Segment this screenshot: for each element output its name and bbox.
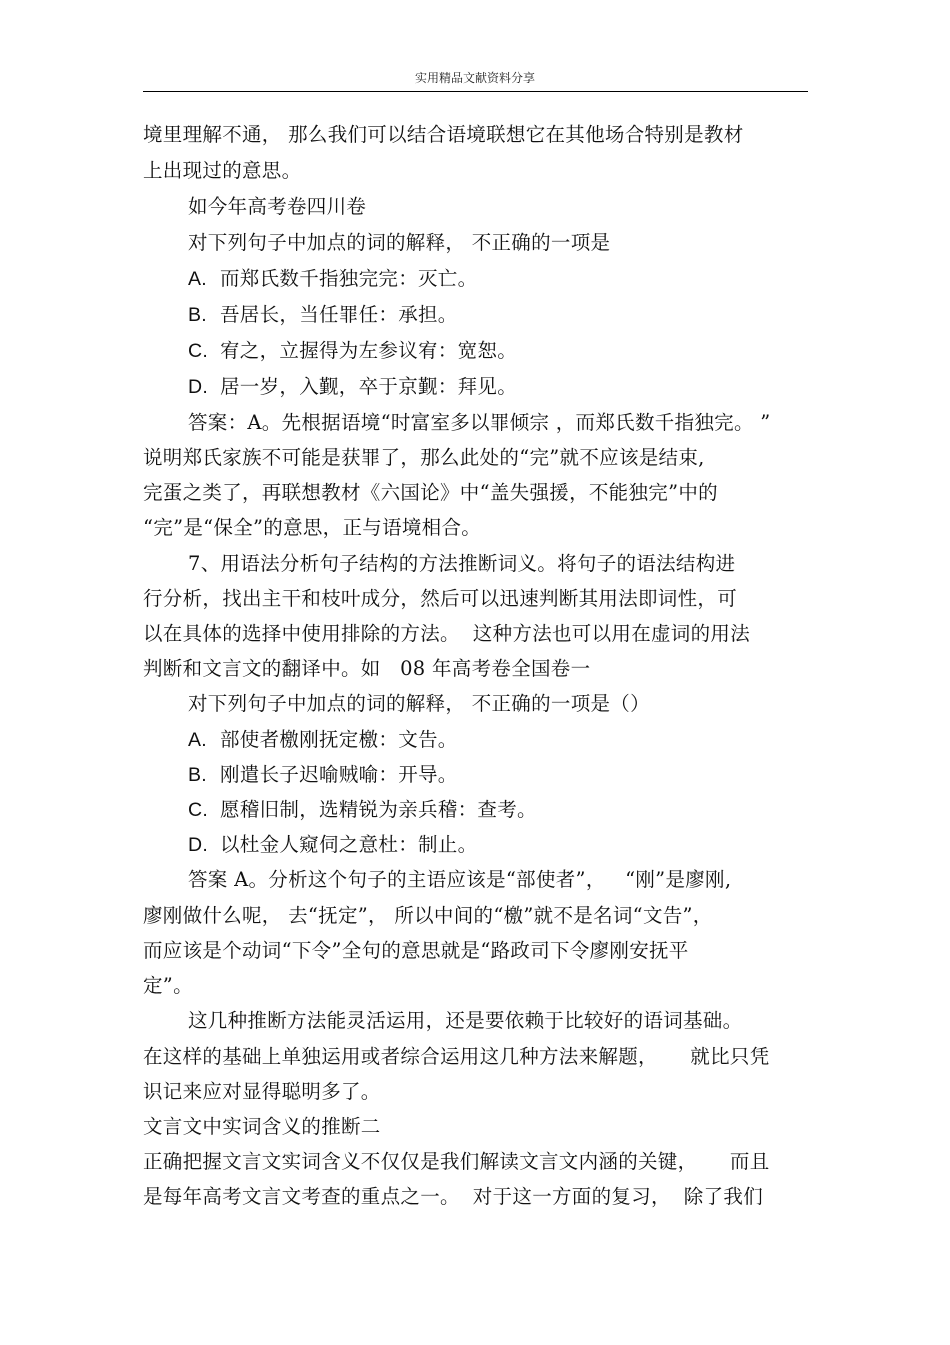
text-line: 境里理解不通， 那么我们可以结合语境联想它在其他场合特别是教材: [143, 123, 744, 146]
text-line: 如今年高考卷四川卷: [188, 195, 367, 218]
text-line: 而应该是个动词“下令”全句的意思就是“路政司下令廖刚安抚平: [143, 939, 689, 962]
text-line: 答案：A。先根据语境“时富室多以罪倾宗 ，而郑氏数千指独完。 ”: [188, 411, 771, 434]
option-letter: C.: [188, 799, 209, 821]
text-line: 7、用语法分析句子结构的方法推断词义。将句子的语法结构进: [188, 552, 736, 575]
text-line: 以在具体的选择中使用排除的方法。 这种方法也可以用在虚词的用法: [143, 622, 750, 645]
text-line: 正确把握文言文实词含义不仅仅是我们解读文言文内涵的关键， 而且: [143, 1150, 770, 1173]
option-line: [188, 338, 517, 364]
text-line: 行分析，找出主干和枝叶成分，然后可以迅速判断其用法即词性，可: [143, 587, 738, 610]
option-text: 刚遣长子迟喻贼喻：开导。: [220, 763, 458, 786]
text-line: 答案 A。分析这个句子的主语应该是“部使者”， “刚”是廖刚,: [188, 868, 732, 891]
text-line: “完”是“保全”的意思，正与语境相合。: [143, 516, 482, 539]
option-line: [188, 797, 537, 823]
option-text: 而郑氏数千指独完完：灭亡。: [220, 267, 478, 290]
option-letter: A.: [188, 268, 208, 290]
option-text: 吾居长，当任罪任：承担。: [220, 303, 458, 326]
option-text: 宥之，立握得为左参议宥：宽恕。: [220, 339, 518, 362]
text-line: 是每年高考文言文考查的重点之一。 对于这一方面的复习， 除了我们: [143, 1185, 763, 1208]
text-line: 对下列句子中加点的词的解释， 不正确的一项是: [188, 231, 611, 254]
option-text: 以杜金人窥伺之意杜：制止。: [220, 833, 478, 856]
text-line: 完蛋之类了，再联想教材《六国论》中“盖失强援，不能独完”中的: [143, 481, 718, 504]
text-line: 定”。: [143, 974, 193, 997]
text-line: 在这样的基础上单独运用或者综合运用这几种方法来解题， 就比只凭: [143, 1045, 770, 1068]
text-line: 上出现过的意思。: [143, 159, 302, 182]
text-line: 识记来应对显得聪明多了。: [143, 1080, 381, 1103]
text-line: 判断和文言文的翻译中。如 08 年高考卷全国卷一: [143, 657, 591, 680]
option-letter: C.: [188, 340, 209, 362]
option-letter: D.: [188, 834, 209, 856]
option-line: [188, 266, 477, 292]
option-text: 部使者檄刚抚定檄：文告。: [220, 728, 458, 751]
text-line: 廖刚做什么呢， 去“抚定”， 所以中间的“檄”就不是名词“文告”，: [143, 904, 713, 927]
page-header: 实用精品文献资料分享: [414, 71, 535, 85]
option-text: 愿稽旧制，选精锐为亲兵稽：查考。: [220, 798, 537, 821]
text-line: 这几种推断方法能灵活运用，还是要依赖于比较好的语词基础。: [188, 1009, 743, 1032]
option-line: [188, 762, 458, 788]
option-line: [188, 832, 477, 858]
header-rule: [143, 91, 808, 92]
text-line: 说明郑氏家族不可能是获罪了，那么此处的“完”就不应该是结束,: [143, 446, 705, 469]
option-letter: B.: [188, 764, 208, 786]
option-letter: B.: [188, 304, 208, 326]
option-letter: D.: [188, 376, 209, 398]
option-line: [188, 727, 458, 753]
option-line: [188, 374, 517, 400]
option-line: [188, 302, 458, 328]
text-line: 对下列句子中加点的词的解释， 不正确的一项是（）: [188, 692, 650, 715]
option-letter: A.: [188, 729, 208, 751]
option-text: 居一岁，入觐，卒于京觐：拜见。: [220, 375, 518, 398]
section-heading: 文言文中实词含义的推断二: [143, 1115, 381, 1138]
